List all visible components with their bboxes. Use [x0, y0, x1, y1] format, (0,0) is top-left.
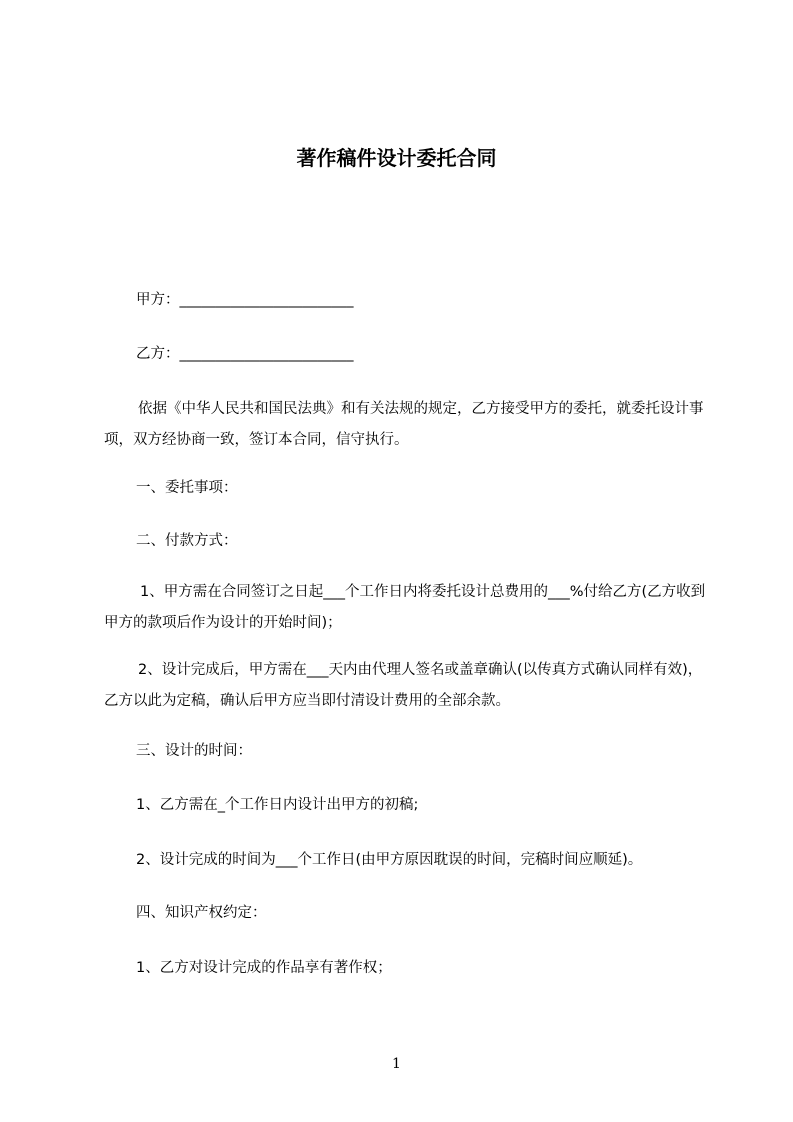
section2-heading: 二、付款方式：: [136, 533, 238, 549]
document-title: 著作稿件设计委托合同: [296, 146, 497, 170]
party-a-line: 甲方：________________________: [136, 292, 354, 308]
section4-heading: 四、知识产权约定：: [136, 905, 267, 921]
section4-item1: 1、乙方对设计完成的作品享有著作权；: [136, 960, 392, 976]
section3-item1: 1、乙方需在_个工作日内设计出甲方的初稿;: [136, 797, 419, 813]
preamble-paragraph: 依据《中华人民共和国民法典》和有关法规的规定，乙方接受甲方的委托，就委托设计事项，双方经协商一致，签订本合同，信守执行。: [104, 401, 704, 448]
party-b-line: 乙方：________________________: [136, 346, 354, 362]
section2-item1: 1、甲方需在合同签订之日起___个工作日内将委托设计总费用的___%付给乙方(乙方收到甲方的款项后作为设计的开始时间)；: [104, 584, 706, 631]
section1-heading: 一、委托事项：: [136, 480, 238, 496]
section2-item2: 2、设计完成后，甲方需在___天内由代理人签名或盖章确认(以传真方式确认同样有效)，乙方以此为定稿，确认后甲方应当即付清设计费用的全部余款。: [104, 662, 703, 709]
page-number: 1: [392, 1056, 401, 1072]
section3-heading: 三、设计的时间：: [136, 743, 252, 759]
section3-item2: 2、设计完成的时间为___个工作日(由甲方原因耽误的时间，完稿时间应顺延)。: [136, 852, 643, 868]
